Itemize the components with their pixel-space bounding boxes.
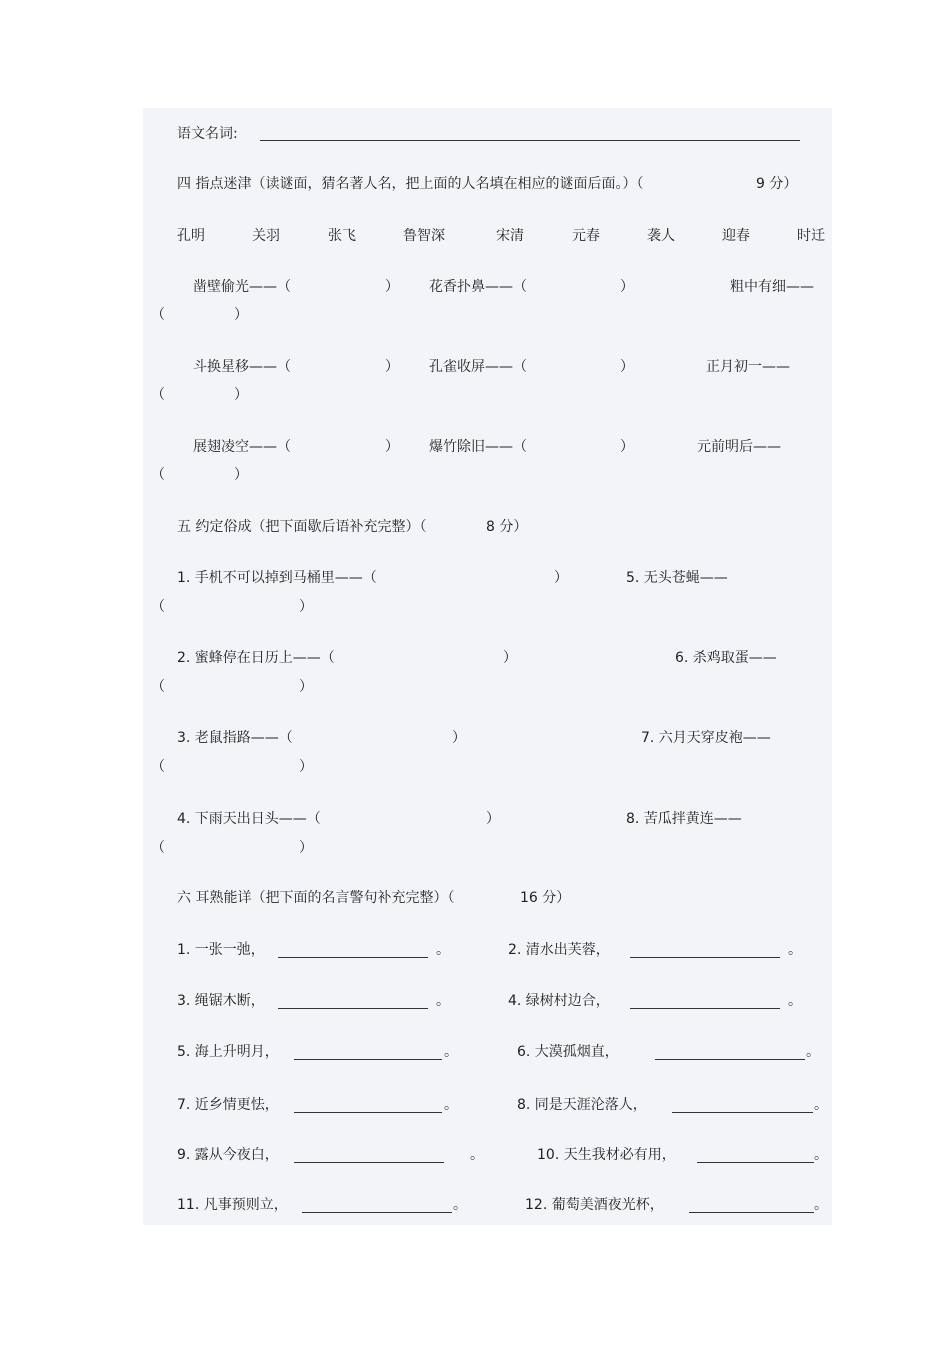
xiehouyu-question: 3. 老鼠指路——（ <box>177 730 293 746</box>
section5-score: 8 分） <box>486 519 528 535</box>
name-option: 迎春 <box>722 228 750 244</box>
quote-prompt: 10. 天生我材必有用， <box>537 1147 676 1163</box>
quote-answer-line[interactable] <box>630 1007 780 1009</box>
xiehouyu-close-paren: ） <box>299 599 313 615</box>
riddle-open-paren: （ <box>151 387 165 403</box>
xiehouyu-close-paren: ） <box>554 570 568 586</box>
section6-score: 16 分） <box>520 890 571 906</box>
xiehouyu-close-paren: ） <box>486 811 500 827</box>
name-option: 张飞 <box>328 228 356 244</box>
quote-answer-line[interactable] <box>630 956 780 958</box>
quote-end-mark: 。 <box>436 993 450 1009</box>
quote-prompt: 5. 海上升明月， <box>177 1044 279 1060</box>
riddle-close-paren: ） <box>385 439 399 455</box>
quote-prompt: 1. 一张一弛， <box>177 942 265 958</box>
riddle-clue: 元前明后—— <box>697 439 781 455</box>
quote-answer-line[interactable] <box>672 1111 813 1113</box>
riddle-open-paren: （ <box>151 307 165 323</box>
xiehouyu-close-paren: ） <box>299 840 313 856</box>
quote-end-mark: 。 <box>436 942 450 958</box>
quote-end-mark: 。 <box>814 1197 828 1213</box>
xiehouyu-question: 7. 六月天穿皮袍—— <box>641 730 771 746</box>
quote-answer-line[interactable] <box>278 1007 428 1009</box>
xiehouyu-question: 5. 无头苍蝇—— <box>626 570 728 586</box>
xiehouyu-open-paren: （ <box>151 679 165 695</box>
quote-end-mark: 。 <box>444 1044 458 1060</box>
xiehouyu-close-paren: ） <box>299 759 313 775</box>
quote-answer-line[interactable] <box>689 1211 814 1213</box>
xiehouyu-open-paren: （ <box>151 840 165 856</box>
quote-prompt: 7. 近乡情更怯， <box>177 1097 279 1113</box>
riddle-close-paren: ） <box>234 387 248 403</box>
quote-end-mark: 。 <box>470 1147 484 1163</box>
quote-answer-line[interactable] <box>655 1058 805 1060</box>
xiehouyu-question: 6. 杀鸡取蛋—— <box>675 650 777 666</box>
riddle-close-paren: ） <box>234 467 248 483</box>
name-option: 关羽 <box>252 228 280 244</box>
xiehouyu-close-paren: ） <box>299 679 313 695</box>
xiehouyu-question: 4. 下雨天出日头——（ <box>177 811 321 827</box>
quote-prompt: 8. 同是天涯沦落人， <box>517 1097 647 1113</box>
quote-answer-line[interactable] <box>302 1211 452 1213</box>
riddle-clue: 花香扑鼻——（ <box>429 279 527 295</box>
name-option: 袭人 <box>647 228 675 244</box>
xiehouyu-question: 8. 苦瓜拌黄连—— <box>626 811 742 827</box>
xiehouyu-close-paren: ） <box>503 650 517 666</box>
riddle-clue: 粗中有细—— <box>730 279 814 295</box>
quote-end-mark: 。 <box>788 993 802 1009</box>
xiehouyu-close-paren: ） <box>452 730 466 746</box>
quote-prompt: 9. 露从今夜白， <box>177 1147 279 1163</box>
name-option: 宋清 <box>496 228 524 244</box>
vocab-label: 语文名词: <box>177 126 238 142</box>
xiehouyu-question: 2. 蜜蜂停在日历上——（ <box>177 650 335 666</box>
quote-end-mark: 。 <box>453 1197 467 1213</box>
section6-heading: 六 耳熟能详（把下面的名言警句补充完整）（ <box>177 890 455 906</box>
section4-score: 9 分） <box>756 176 798 192</box>
quote-end-mark: 。 <box>814 1147 828 1163</box>
riddle-open-paren: （ <box>151 467 165 483</box>
quote-answer-line[interactable] <box>294 1058 442 1060</box>
riddle-close-paren: ） <box>620 439 634 455</box>
quote-end-mark: 。 <box>788 942 802 958</box>
section4-heading: 四 指点迷津（读谜面，猜名著人名，把上面的人名填在相应的谜面后面。）（ <box>177 176 644 192</box>
quote-answer-line[interactable] <box>294 1111 442 1113</box>
riddle-clue: 凿壁偷光——（ <box>193 279 291 295</box>
name-option: 孔明 <box>177 228 205 244</box>
quote-answer-line[interactable] <box>278 956 428 958</box>
quote-prompt: 12. 葡萄美酒夜光杯， <box>525 1197 664 1213</box>
name-option: 鲁智深 <box>403 228 445 244</box>
riddle-clue: 展翅凌空——（ <box>193 439 291 455</box>
quote-answer-line[interactable] <box>697 1161 814 1163</box>
riddle-clue: 孔雀收屏——（ <box>429 359 527 375</box>
riddle-clue: 斗换星移——（ <box>193 359 291 375</box>
name-option: 元春 <box>572 228 600 244</box>
riddle-clue: 正月初一—— <box>706 359 790 375</box>
quote-prompt: 2. 清水出芙蓉， <box>508 942 610 958</box>
quote-prompt: 6. 大漠孤烟直， <box>517 1044 619 1060</box>
riddle-close-paren: ） <box>620 359 634 375</box>
riddle-clue: 爆竹除旧——（ <box>429 439 527 455</box>
riddle-close-paren: ） <box>620 279 634 295</box>
riddle-close-paren: ） <box>385 359 399 375</box>
quote-end-mark: 。 <box>806 1044 820 1060</box>
quote-prompt: 4. 绿树村边合， <box>508 993 610 1009</box>
quote-prompt: 11. 凡事预则立， <box>177 1197 288 1213</box>
vocab-answer-line[interactable] <box>260 139 800 141</box>
name-option: 时迁 <box>797 228 825 244</box>
quote-end-mark: 。 <box>814 1097 828 1113</box>
section5-heading: 五 约定俗成（把下面歇后语补充完整）（ <box>177 519 427 535</box>
quote-answer-line[interactable] <box>294 1161 444 1163</box>
quote-end-mark: 。 <box>444 1097 458 1113</box>
xiehouyu-open-paren: （ <box>151 759 165 775</box>
quote-prompt: 3. 绳锯木断， <box>177 993 265 1009</box>
riddle-close-paren: ） <box>234 307 248 323</box>
xiehouyu-question: 1. 手机不可以掉到马桶里——（ <box>177 570 377 586</box>
xiehouyu-open-paren: （ <box>151 599 165 615</box>
riddle-close-paren: ） <box>385 279 399 295</box>
